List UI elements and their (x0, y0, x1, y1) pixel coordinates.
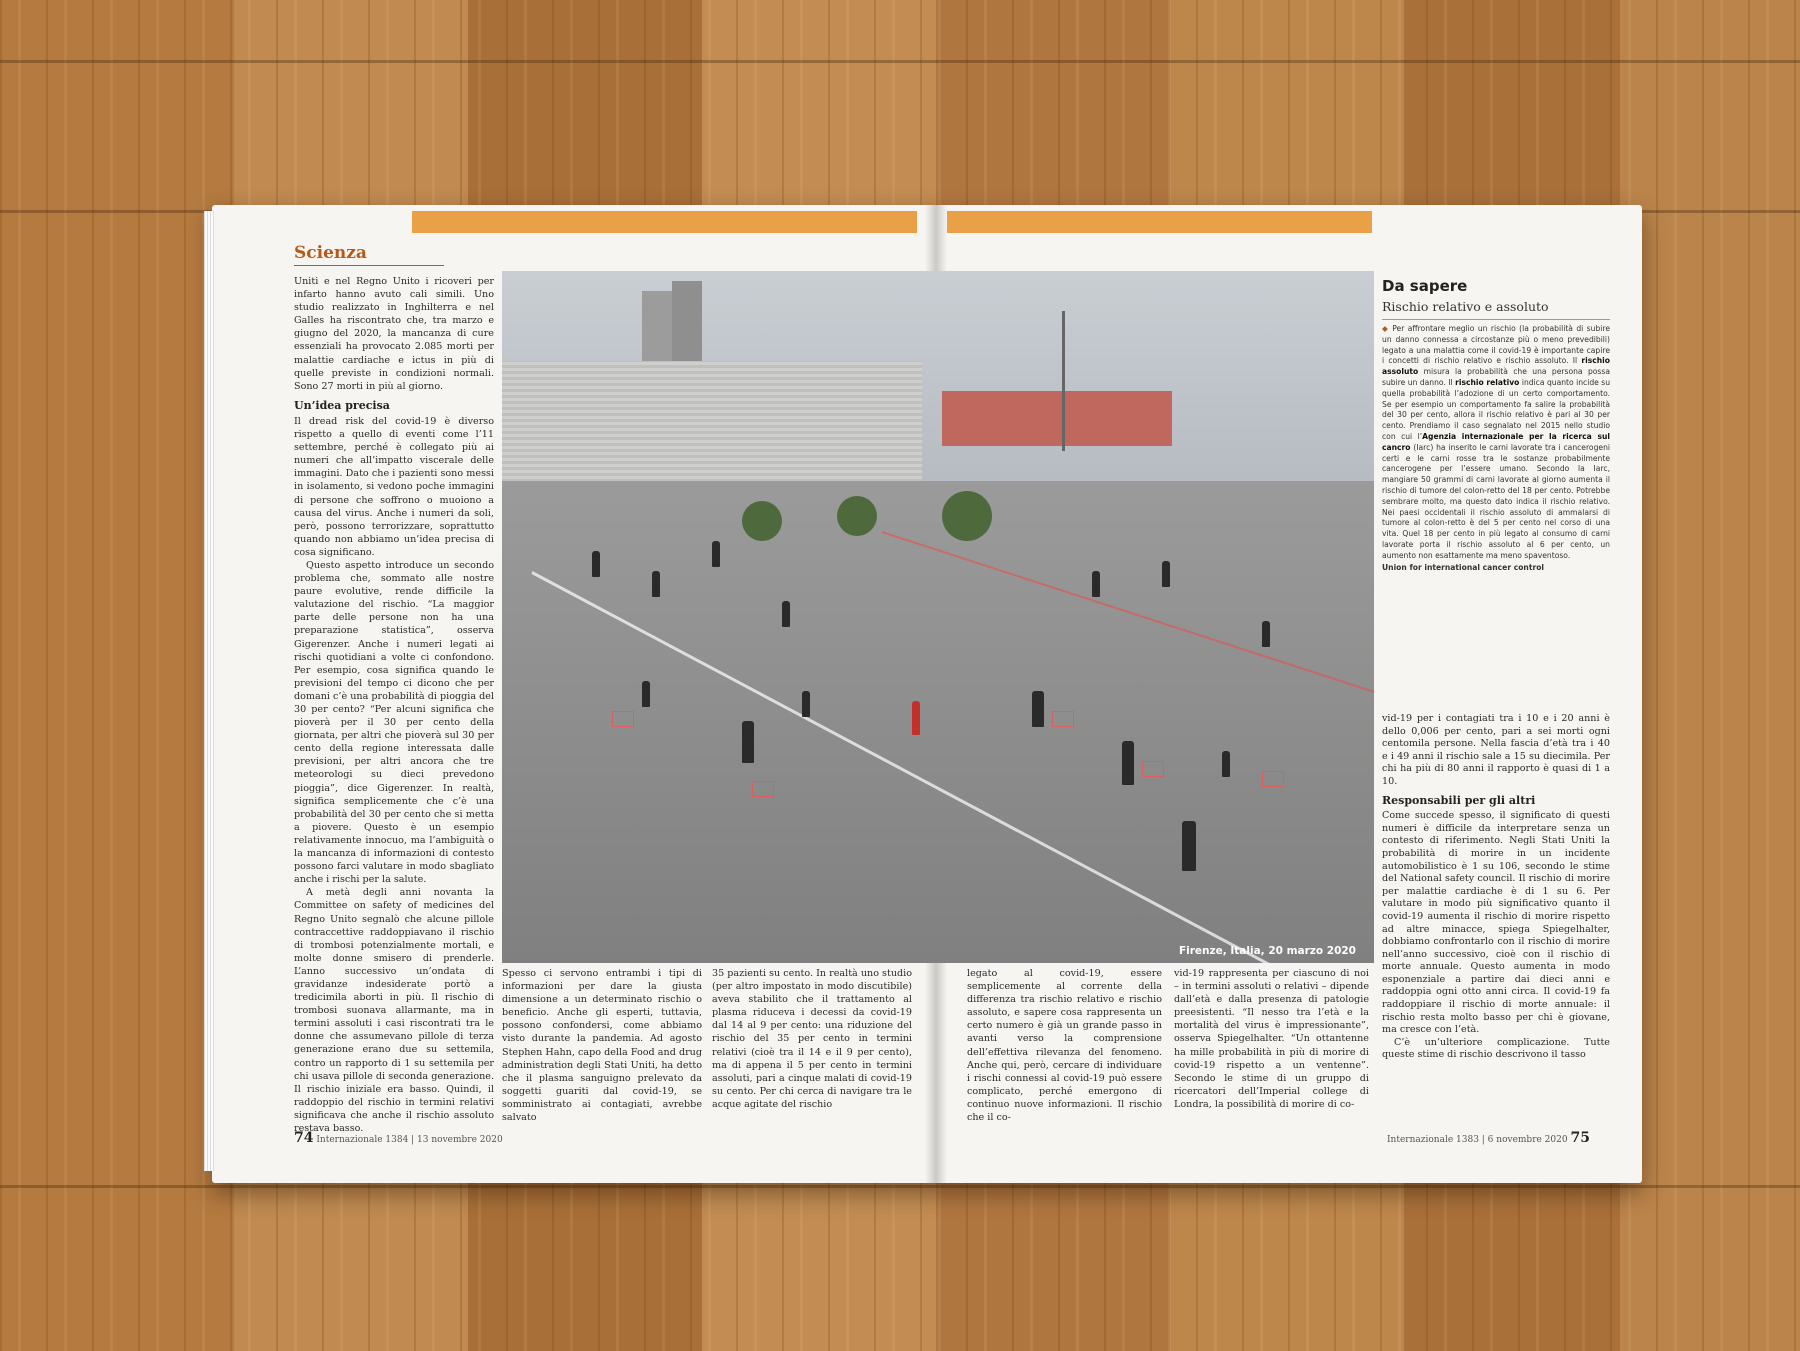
page-number: 75 (1570, 1130, 1590, 1146)
footer-left (294, 1130, 503, 1146)
box-text: indica quanto incide su quella probabilità l’adozione di un certo comportamento. Se per esempio un comportamento fa salire la probabilità del 30 per cento, allora il rischio relativo è pari al 30 per cento. Prendiamo il caso segnalato nel 2015 nello studio con cui l’ (1382, 377, 1611, 441)
header-bar-left (412, 211, 917, 233)
left-column (294, 275, 494, 1135)
paragraph: Questo aspetto introduce un secondo problema che, sommato alle nostre paure evolutive, rende difficile la valutazione del rischio. “La maggior parte delle persone non ha una preparazione statistica”, osserva Gigerenzer. Anche i numeri legati ai rischi quotidiani a volte ci confondono. Per esempio, cosa significa quando le previsioni del tempo ci dicono che per domani c’è una probabilità di pioggia del 30 per cento? “Per alcuni significa che pioverà per il 30 per cento della giornata, per altri che pioverà sul 30 per cento della regione interessata dalle previsioni, per altri ancora che tre meteorologi su dieci prevedono pioggia”, dice Gigerenzer. In realtà, significa semplicemente che c’è una probabilità del 30 per cento che si metta a piovere. Questo è un esempio relativamente innocuo, ma l’ambiguità o la mancanza di informazioni di contesto possono farci valutare in modo sbagliato anche i rischi per la salute. (294, 559, 494, 886)
box-bold-term: rischio assoluto (1382, 356, 1610, 377)
paragraph: vid-19 per i contagiati tra i 10 e i 20 anni è dello 0,006 per cento, pari a sei morti ogni centomila persone. Nella fascia d’età tra i 40 e i 49 anni il rischio sale a 15 su diecimila. Per chi ha più di 80 anni il rapporto è quasi di 1 a 10. (1382, 713, 1610, 787)
box-text: misura la probabilità che una persona possa subire un danno. Il (1382, 367, 1610, 387)
magazine-spread (212, 205, 1642, 1183)
box-subtitle: Rischio relativo e assoluto (1382, 299, 1549, 314)
page-edges (204, 211, 214, 1171)
paragraph: Spesso ci servono entrambi i tipi di informazioni per dare la giusta dimensione a un determinato rischio o beneficio. Anche gli esperti, tuttavia, possono confondersi, come abbiamo visto durante la pandemia. Ad agosto Stephen Hahn, capo della Food and drug administration degli Stati Uniti, ha detto che il plasma sanguigno prelevato da soggetti guariti dal covid-19, se somministrato ai contagiati, avrebbe salvato (502, 968, 702, 1124)
paragraph: C’è un’ulteriore complicazione. Tutte queste stime di rischio descrivono il tasso (1382, 1036, 1610, 1061)
bottom-column-4 (1174, 967, 1369, 1111)
info-box (1382, 324, 1610, 573)
footer-text: Internazionale 1384 | 13 novembre 2020 (316, 1135, 503, 1145)
paragraph: Il dread risk del covid-19 è diverso rispetto a quello di eventi come l’11 settembre, perché è collegato più ai numeri che all’impatto viscerale delle immagini. Dato che i pazienti sono messi in isolamento, si vedono poche immagini di persone che soffrono o muoiono a causa del virus. Anche i numeri da soli, però, possono terrorizzare, soprattutto quando non abbiamo un’idea precisa di cosa significano. (294, 415, 494, 558)
paragraph: 35 pazienti su cento. In realtà uno studio (per altro impostato in modo discutibile) aveva stabilito che il trattamento al plasma riduceva i decessi da covid-19 dal 14 al 9 per cento: una riduzione del rischio del 35 per cento in termini relativi (cioè tra il 14 e il 9 per cento), ma di appena il 5 per cento in termini assoluti, pari a cinque malati di covid-19 su cento. Per chi cerca di navigare tra le acque agitate del rischio (712, 968, 912, 1110)
section-rule (294, 265, 444, 266)
box-rule (1382, 319, 1610, 320)
subheading: Responsabili per gli altri (1382, 793, 1536, 807)
page-number: 74 (294, 1130, 314, 1146)
right-column (1382, 713, 1610, 1062)
box-title: Da sapere (1382, 277, 1468, 295)
paragraph: legato al covid-19, essere semplicemente al corrente della differenza tra rischio relativo e rischio assoluto, e sapere cosa rappresenta un certo numero è già un grande passo in avanti verso la comprensione dell’effettiva rilevanza del fenomeno. Anche qui, però, cercare di individuare i rischi connessi al covid-19 può essere complicato, perché emergono di continuo nuove informazioni. Il rischio che il co- (967, 968, 1162, 1124)
paragraph: vid-19 rappresenta per ciascuno di noi – in termini assoluti o relativi – dipende dall’età e dalla presenza di patologie preesistenti. “Il nesso tra l’età e la mortalità del virus è impressionante”, osserva Spiegelhalter. “Un ottantenne ha mille probabilità in più di morire di covid-19 rispetto a un ventenne”. Secondo le stime di un gruppo di ricercatori dell’Imperial college di Londra, la possibilità di morire di co- (1174, 968, 1369, 1110)
photo-caption: Firenze, Italia, 20 marzo 2020 (1178, 945, 1356, 957)
bottom-column-2 (712, 967, 912, 1111)
paragraph: A metà degli anni novanta la Committee on safety of medicines del Regno Unito segnalò che alcune pillole contraccettive raddoppiavano il rischio di trombosi potenzialmente mortali, e molte donne smisero di prenderle. L’anno successivo un’ondata di gravidanze indesiderate portò a tredicimila aborti in più. Il rischio di trombosi suonava allarmante, ma in termini assoluti i casi riscontrati tra le donne che assumevano pillole di terza generazione erano due su settemila, contro un rapporto di 1 su settemila per chi usava pillole di seconda generazione. Il rischio iniziale era basso. Quindi, il raddoppio del rischio in termini relativi significava che anche il rischio assoluto restava basso. (294, 887, 494, 1134)
photo (502, 271, 1374, 963)
paragraph: Uniti e nel Regno Unito i ricoveri per infarto hanno avuto cali simili. Uno studio realizzato in Inghilterra e nel Galles ha riscontrato che, tra marzo e giugno del 2020, la mancanza di cure essenziali ha provocato 2.085 morti per malattie cardiache e ictus in più di quelle previste in condizioni normali. Sono 27 morti in più al giorno. (294, 276, 494, 392)
bottom-column-3 (967, 967, 1162, 1124)
paragraph: Come succede spesso, il significato di questi numeri è difficile da interpretare senza un contesto di riferimento. Negli Stati Uniti la probabilità di morire in un incidente automobilistico è 1 su 106, secondo le stime del National safety council. Il rischio di morire per malattie cardiache è di 1 su 6. Per valutare in modo più significativo quanto il covid-19 aumenta il rischio di morire rispetto ad altre minacce, spiega Spiegelhalter, dobbiamo confrontarlo con il rischio di morire nell’anno successivo, cioè con il rischio di morte annuale. Questo aumenta in modo esponenziale a partire dai dieci anni e raddoppia ogni otto anni circa. Il covid-19 fa raddoppiare il rischio di morte annuale: il rischio resta molto basso per chi è giovane, ma cresce con l’età. (1382, 810, 1610, 1036)
box-text: (Iarc) ha inserito le carni lavorate tra i cancerogeni certi e le carni rosse tra le sostanze probabilmente cancerogene per l’essere umano. Secondo la Iarc, mangiare 50 grammi di carni lavorate al giorno aumenta il rischio di tumore del colon-retto del 18 per cento. Potrebbe sembrare molto, ma questo dato indica il rischio relativo. Nei paesi occidentali il rischio assoluto di ammalarsi di tumore al colon-retto è del 5 per cento nel corso di una vita. Quel 18 per cento in più legato al consumo di carni lavorate porta il rischio assoluto al 6 per cento, un aumento non esattamente ma meno spaventoso. (1382, 442, 1610, 560)
subheading: Un’idea precisa (294, 398, 390, 412)
box-text: Per affrontare meglio un rischio (la probabilità di subire un danno connessa a circostanze più o meno prevedibili) legato a una malattia come il covid-19 è importante capire i concetti di rischio relativo e rischio assoluto. Il (1382, 324, 1610, 366)
section-title: Scienza (294, 243, 367, 263)
box-credit: Union for international cancer control (1382, 562, 1545, 572)
diamond-icon: ◆ (1382, 324, 1389, 333)
box-bold-term: rischio relativo (1455, 377, 1520, 387)
footer-right (1387, 1130, 1590, 1146)
box-bold-term: Agenzia internazionale per la ricerca sul cancro (1382, 431, 1610, 452)
footer-text: Internazionale 1383 | 6 novembre 2020 (1387, 1135, 1568, 1145)
header-bar-right (947, 211, 1372, 233)
bottom-column-1 (502, 967, 702, 1124)
